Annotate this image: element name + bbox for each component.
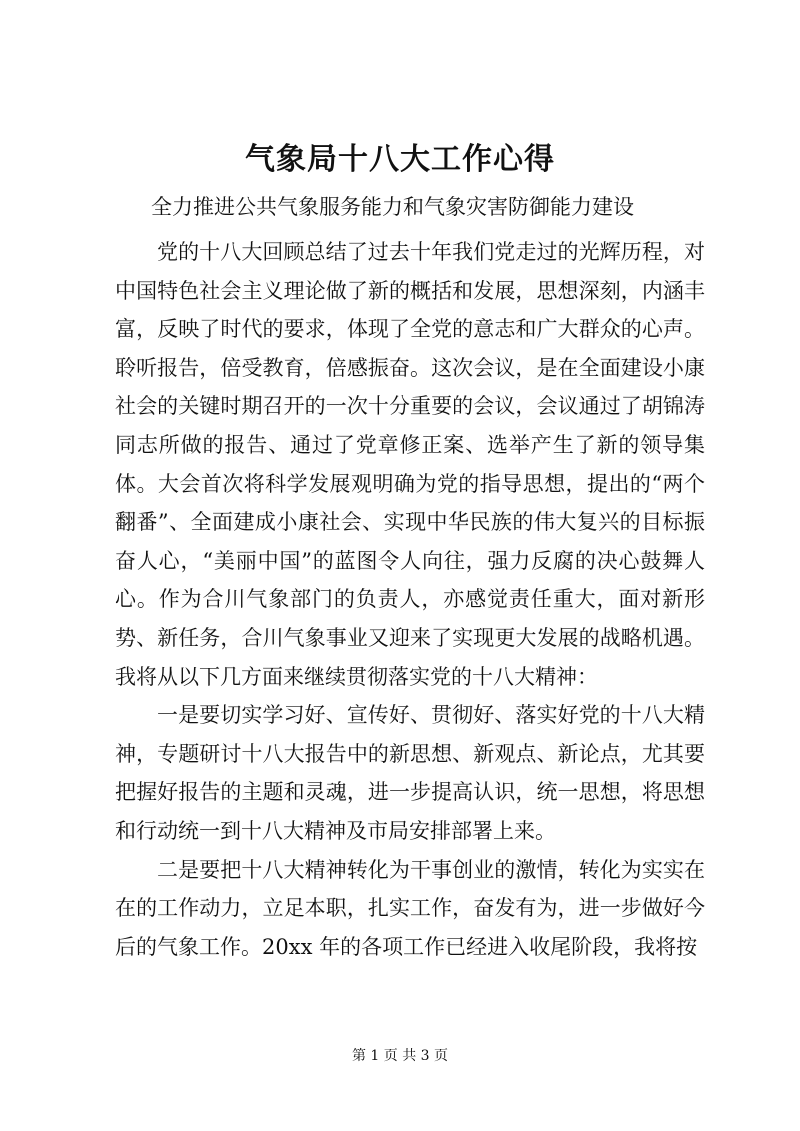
document-subtitle: 全力推进公共气象服务能力和气象灾害防御能力建设 (151, 195, 634, 219)
page-footer: 第 1 页 共 3 页 (351, 1048, 449, 1064)
paragraph-3: 二是要把十八大精神转化为干事创业的激情，转化为实实在在的工作动力，立足本职，扎实工作，奋发有为，进一步做好今后的气象工作。20xx 年的各项工作已经进入收尾阶段，我将按 (115, 857, 705, 959)
document-title: 气象局十八大工作心得 (245, 142, 555, 177)
paragraph-2: 一是要切实学习好、宣传好、贯彻好、落实好党的十八大精神，专题研讨十八大报告中的新思想、新观点、新论点，尤其要把握好报告的主题和灵魂，进一步提高认识，统一思想，将思想和行动统一到十八大精神及市局安排部署上来。 (115, 703, 705, 843)
paragraph-1: 党的十八大回顾总结了过去十年我们党走过的光辉历程，对中国特色社会主义理论做了新的概括和发展，思想深刻，内涵丰富，反映了时代的要求，体现了全党的意志和广大群众的心声。聆听报告，倍受教育，倍感振奋。这次会议，是在全面建设小康社会的关键时期召开的一次十分重要的会议，会议通过了胡锦涛同志所做的报告、通过了党章修正案、选举产生了新的领导集体。大会首次将科学发展观明确为党的指导思想，提出的“两个翻番”、全面建成小康社会、实现中华民族的伟大复兴的目标振奋人心，“美丽中国”的蓝图令人向往，强力反腐的决心鼓舞人心。作为合川气象部门的负责人，亦感觉责任重大，面对新形势、新任务，合川气象事业又迎来了实现更大发展的战略机遇。我将从以下几方面来继续贯彻落实党的十八大精神： (115, 240, 705, 689)
document-body (115, 233, 705, 966)
